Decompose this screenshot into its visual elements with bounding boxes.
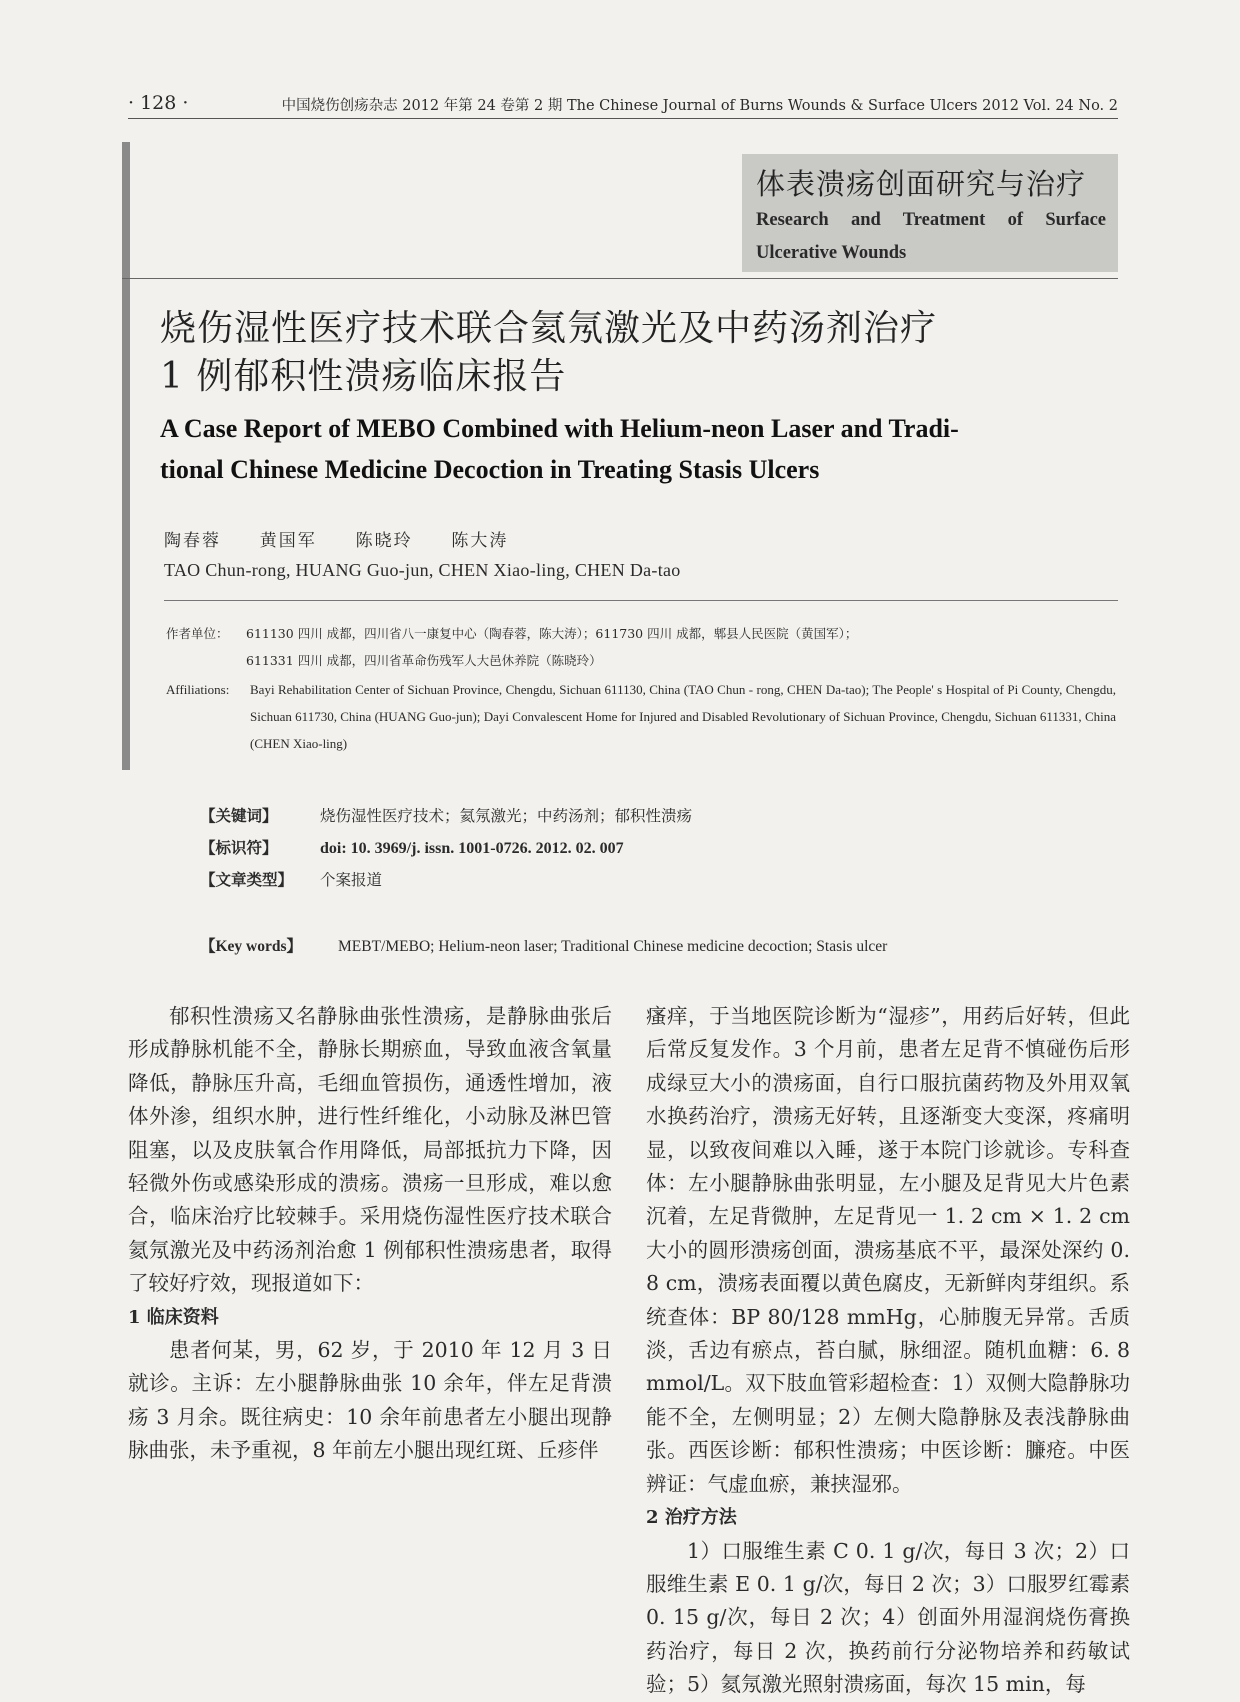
case-paragraph: 患者何某，男，62 岁，于 2010 年 12 月 3 日就诊。主诉：左小腿静脉曲张 10 余年，伴左足背溃疡 3 月余。既往病史：10 余年前患者左小腿出现静脉曲张，未予重视，8 年前左小腿出现红斑、丘疹伴	[128, 1338, 612, 1463]
keywords-en	[200, 934, 887, 956]
keywords-en-label: 【Key words】	[200, 938, 303, 955]
article-type-value: 个案报道	[320, 871, 383, 889]
running-header	[128, 92, 1118, 116]
affiliations-cn	[166, 620, 1116, 674]
affiliations-en-label: Affiliations:	[166, 682, 230, 697]
title-en-line2: tional Chinese Medicine Decoction in Treating Stasis Ulcers	[160, 455, 820, 484]
title-en-line1: A Case Report of MEBO Combined with Helium-neon Laser and Tradi-	[160, 414, 959, 443]
affiliations-cn-label: 作者单位：	[166, 626, 229, 641]
authors-en: TAO Chun-rong, HUANG Guo-jun, CHEN Xiao-ling, CHEN Da-tao	[164, 560, 681, 580]
affiliations-cn-line2: 611331 四川 成都，四川省革命伤残军人大邑休养院（陈晓玲）	[246, 653, 602, 668]
title-cn-line1: 烧伤湿性医疗技术联合氦氖激光及中药汤剂治疗	[160, 308, 938, 349]
intro-paragraph: 郁积性溃疡又名静脉曲张性溃疡，是静脉曲张后形成静脉机能不全，静脉长期瘀血，导致血液含氧量降低，静脉压升高，毛细血管损伤，通透性增加，液体外渗，组织水肿，进行性纤维化，小动脉及淋巴管阻塞，以及皮肤氧合作用降低，局部抵抗力下降，因轻微外伤或感染形成的溃疡。溃疡一旦形成，难以愈合，临床治疗比较棘手。采用烧伤湿性医疗技术联合氦氖激光及中药汤剂治愈 1 例郁积性溃疡患者，取得了较好疗效，现报道如下：	[128, 1004, 612, 1296]
identifier	[200, 836, 624, 858]
affiliations-en-text: Bayi Rehabilitation Center of Sichuan Province, Chengdu, Sichuan 611130, China (TAO Chun - rong, CHEN Da-tao); The People' s Hospital of Pi County, Chengdu, Sichuan 611730, China (HUANG Guo-jun); Dayi Convalescent Home for Injured and Disabled Revolutionary of Sichuan Province, Chengdu, Sichuan 611331, China (CHEN Xiao-ling)	[250, 682, 1116, 751]
column-label-box	[742, 154, 1118, 272]
authors-rule	[164, 600, 1118, 601]
section-rule	[122, 278, 1118, 279]
keywords-cn	[200, 804, 692, 826]
title-cn-line2: 1 例郁积性溃疡临床报告	[160, 356, 567, 397]
keywords-en-value: MEBT/MEBO; Helium-neon laser; Traditional Chinese medicine decoction; Stasis ulcer	[338, 938, 888, 955]
authors-cn: 陶春蓉 黄国军 陈晓玲 陈大涛	[164, 531, 509, 551]
journal-citation: 中国烧伤创疡杂志 2012 年第 24 卷第 2 期 The Chinese Journal of Burns Wounds & Surface Ulcers 2012 Vol. 24 No. 2	[281, 98, 1118, 114]
affiliations-en	[166, 676, 1116, 757]
keywords-cn-value: 烧伤湿性医疗技术；氦氖激光；中药汤剂；郁积性溃疡	[320, 807, 693, 825]
identifier-label: 【标识符】	[200, 838, 278, 857]
section-2-heading: 2 治疗方法	[646, 1507, 737, 1529]
page-number: · 128 ·	[128, 92, 189, 114]
section-1-heading: 1 临床资料	[128, 1306, 219, 1328]
body-column-left	[128, 1000, 612, 1468]
body-column-right	[646, 1000, 1130, 1702]
keywords-cn-label: 【关键词】	[200, 806, 278, 825]
treatment-paragraph: 1）口服维生素 C 0. 1 g/次，每日 3 次；2）口服维生素 E 0. 1 g/次，每日 2 次；3）口服罗红霉素 0. 15 g/次，每日 2 次；4）创面外用湿润烧伤膏换药治疗，每日 2 次，换药前行分泌物培养和药敏试验；5）氦氖激光照射溃疡面，每次 15 min，每	[646, 1538, 1130, 1697]
article-type	[200, 868, 382, 890]
affiliations-cn-line1: 611130 四川 成都，四川省八一康复中心（陶春蓉，陈大涛）；611730 四川 成都，郫县人民医院（黄国军）；	[246, 626, 858, 641]
case-paragraph-continued: 瘙痒，于当地医院诊断为“湿疹”，用药后好转，但此后常反复发作。3 个月前，患者左足背不慎碰伤后形成绿豆大小的溃疡面，自行口服抗菌药物及外用双氧水换药治疗，溃疡无好转，且逐渐变大变深，疼痛明显，以致夜间难以入睡，遂于本院门诊就诊。专科查体：左小腿静脉曲张明显，左小腿及足背见大片色素沉着，左足背微肿，左足背见一 1. 2 cm × 1. 2 cm 大小的圆形溃疡创面，溃疡基底不平，最深处深约 0. 8 cm，溃疡表面覆以黄色腐皮，无新鲜肉芽组织。系统查体：BP 80/128 mmHg，心肺腹无异常。舌质淡，舌边有瘀点，苔白腻，脉细涩。随机血糖：6. 8 mmol/L。双下肢血管彩超检查：1）双侧大隐静脉功能不全，左侧明显；2）左侧大隐静脉及表浅静脉曲张。西医诊断：郁积性溃疡；中医诊断：臁疮。中医辨证：气虚血瘀，兼挟湿邪。	[646, 1004, 1130, 1496]
header-rule	[128, 118, 1118, 119]
column-title-en: Research and Treatment of Surface Ulcerative Wounds	[756, 210, 1106, 263]
article-title-en	[160, 408, 1090, 490]
doi-value: doi: 10. 3969/j. issn. 1001-0726. 2012. 02. 007	[320, 840, 624, 857]
left-accent-bar	[122, 142, 130, 770]
article-type-label: 【文章类型】	[200, 870, 294, 889]
column-title-cn: 体表溃疡创面研究与治疗	[756, 167, 1087, 201]
article-title-cn	[160, 305, 1100, 401]
